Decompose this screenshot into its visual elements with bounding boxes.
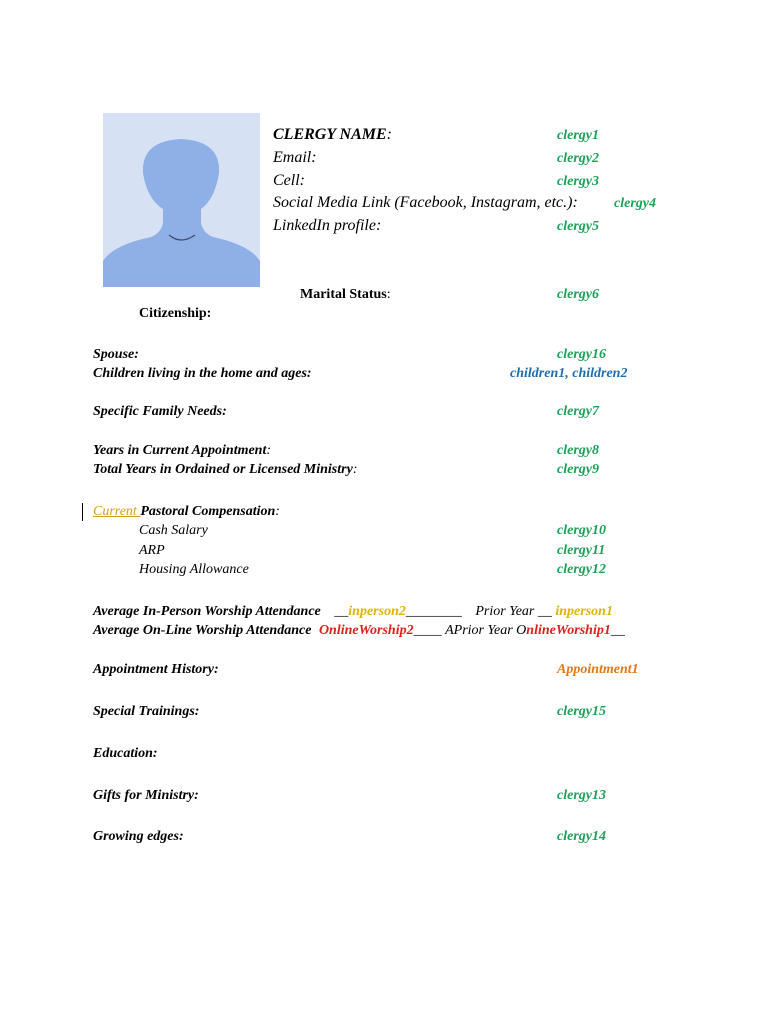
special-trainings-label: Special Trainings:: [93, 704, 200, 719]
spouse-label: Spouse:: [93, 347, 139, 362]
family-needs-label: Specific Family Needs:: [93, 404, 227, 419]
education-label: Education:: [93, 746, 158, 761]
linkedin-value: clergy5: [557, 219, 599, 234]
appointment-history-value: Appointment1: [557, 662, 639, 677]
social-media-value: clergy4: [614, 196, 656, 211]
growing-edges-label: Growing edges:: [93, 829, 184, 844]
special-trainings-value: clergy15: [557, 704, 606, 719]
profile-silhouette-svg: [103, 113, 260, 287]
online-attendance-label: Average On-Line Worship Attendance: [93, 623, 312, 638]
spouse-value: clergy16: [557, 347, 606, 362]
children-value: children1, children2: [510, 366, 628, 381]
arp-value: clergy11: [557, 543, 606, 558]
clergy-name-value: clergy1: [557, 128, 599, 143]
years-total-value: clergy9: [557, 462, 599, 477]
marital-status-label: Marital Status:: [300, 287, 391, 302]
email-label: Email:: [273, 149, 317, 166]
housing-allowance-value: clergy12: [557, 562, 606, 577]
family-needs-value: clergy7: [557, 404, 599, 419]
cell-label: Cell:: [273, 172, 305, 189]
online-attendance-line: Average On-Line Worship Attendance OnlineWorship2____ APrior Year OnlineWorship1__: [93, 623, 625, 638]
inperson-prior-label: Prior Year __: [475, 604, 552, 619]
years-total-label: Total Years in Ordained or Licensed Ministry:: [93, 462, 358, 477]
online-prior-value: nlineWorship1: [526, 623, 611, 638]
arp-label: ARP: [139, 543, 165, 558]
social-media-label: Social Media Link (Facebook, Instagram, etc.):: [273, 194, 578, 211]
appointment-history-label: Appointment History:: [93, 662, 219, 677]
inperson-current-value: inperson2: [348, 604, 406, 619]
marital-status-value: clergy6: [557, 287, 599, 302]
text-cursor: [82, 503, 83, 521]
citizenship-label: Citizenship:: [139, 306, 212, 321]
email-value: clergy2: [557, 151, 599, 166]
inperson-attendance-label: Average In-Person Worship Attendance: [93, 604, 321, 619]
online-prior-label: APrior Year O: [445, 623, 527, 638]
cell-value: clergy3: [557, 174, 599, 189]
compensation-title: Current Pastoral Compensation:: [93, 504, 280, 519]
cash-salary-value: clergy10: [557, 523, 606, 538]
growing-edges-value: clergy14: [557, 829, 606, 844]
cash-salary-label: Cash Salary: [139, 523, 208, 538]
clergy-name-label: CLERGY NAME:: [273, 126, 392, 143]
linkedin-label: LinkedIn profile:: [273, 217, 382, 234]
years-current-value: clergy8: [557, 443, 599, 458]
children-label: Children living in the home and ages:: [93, 366, 312, 381]
years-current-label: Years in Current Appointment:: [93, 443, 272, 458]
gifts-value: clergy13: [557, 788, 606, 803]
gifts-label: Gifts for Ministry:: [93, 788, 199, 803]
inperson-attendance-line: Average In-Person Worship Attendance __inperson2________ Prior Year __ inperson1: [93, 604, 613, 619]
online-current-value: OnlineWorship2: [318, 623, 414, 638]
housing-allowance-label: Housing Allowance: [139, 562, 249, 577]
profile-silhouette-icon: [103, 113, 260, 287]
